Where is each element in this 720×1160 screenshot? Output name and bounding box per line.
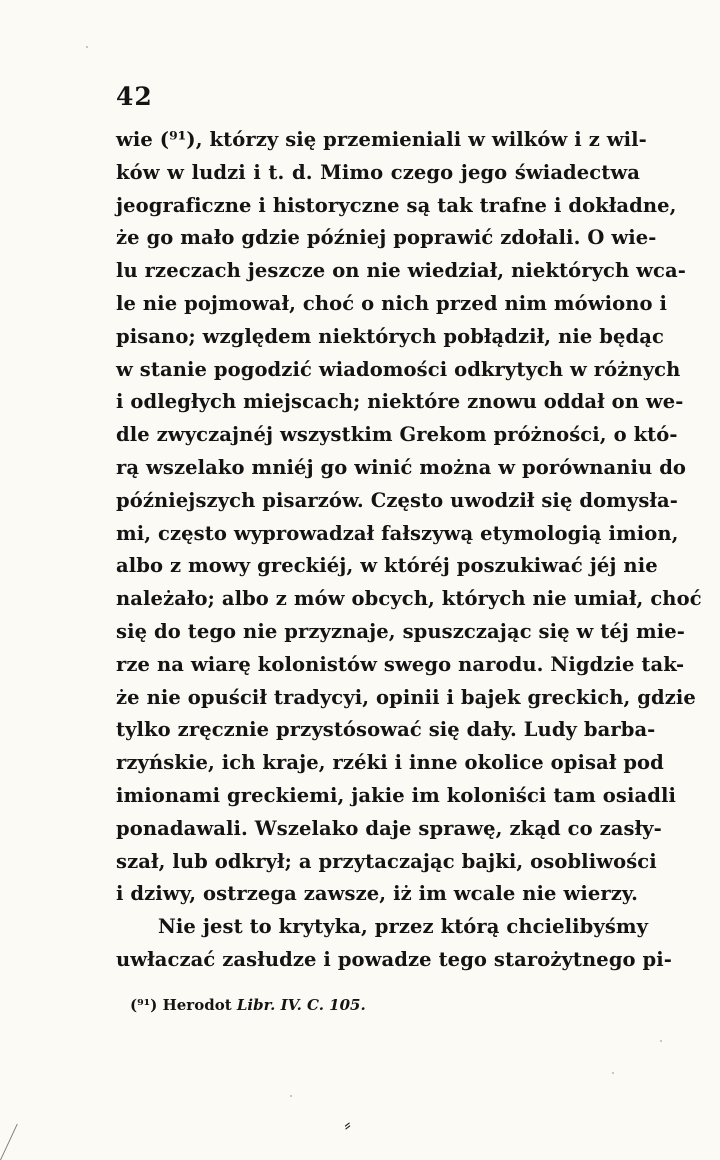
page-edge-shadow (0, 1124, 32, 1160)
paper-speck (612, 1072, 614, 1074)
paragraph-start-line: Nie jest to krytyka, przez którą chcielibyśmy (158, 915, 649, 939)
paper-speck (290, 1095, 292, 1097)
text-line: dle zwyczajnéj wszystkim Grekom próżności, o któ- (116, 423, 678, 447)
text-line: późniejszych pisarzów. Często uwodził się domysła- (116, 488, 678, 512)
body-text (116, 124, 702, 977)
text-line: pisano; względem niektórych pobłądził, nie będąc (116, 324, 664, 348)
text-line: i odległych miejscach; niektóre znowu oddał on we- (116, 390, 684, 414)
text-line: należało; albo z mów obcych, których nie umiał, choć (116, 587, 702, 611)
page-number: 42 (116, 82, 153, 111)
paper-speck (86, 46, 88, 48)
text-line: wie (⁹¹), którzy się przemieniali w wilków i z wil- (116, 128, 647, 151)
text-line: że go mało gdzie później poprawić zdołali. O wie- (116, 226, 657, 250)
text-line: uwłaczać zasłudze i powadze tego starożytnego pi- (116, 947, 672, 971)
text-line: le nie pojmował, choć o nich przed nim mówiono i (116, 291, 667, 315)
paper-speck (660, 1040, 662, 1042)
text-line: imionami greckiemi, jakie im koloniści tam osiadli (116, 783, 676, 807)
text-line: rzyńskie, ich kraje, rzéki i inne okolice opisał pod (116, 751, 664, 775)
text-line: lu rzeczach jeszcze on nie wiedział, niektórych wca- (116, 259, 686, 283)
footnote-author: Herodot (162, 996, 232, 1014)
text-line: się do tego nie przyznaje, spuszczając się w téj mie- (116, 619, 685, 643)
text-line: mi, często wyprowadzał fałszywą etymologią imion, (116, 521, 679, 545)
footnote (130, 996, 366, 1014)
text-line: szał, lub odkrył; a przytaczając bajki, osobliwości (116, 849, 657, 873)
text-line: jeograficzne i historyczne są tak trafne i dokładne, (116, 193, 677, 217)
text-line: rą wszelako mniéj go winić można w porównaniu do (116, 455, 687, 479)
text-line: w stanie pogodzić wiadomości odkrytych w różnych (116, 357, 681, 381)
text-line: tylko zręcznie przystósować się dały. Ludy barba- (116, 718, 656, 742)
text-line: albo z mowy greckiéj, w któréj poszukiwać jéj nie (116, 554, 658, 578)
text-line: rze na wiarę kolonistów swego narodu. Nigdzie tak- (116, 652, 685, 676)
text-line: ków w ludzi i t. d. Mimo czego jego świadectwa (116, 160, 640, 184)
printer-mark: ⸗ (341, 1111, 353, 1137)
footnote-marker: (⁹¹) (130, 996, 158, 1014)
footnote-work: Libr. IV. C. 105. (236, 996, 366, 1014)
text-line: że nie opuścił tradycyi, opinii i bajek greckich, gdzie (116, 685, 696, 709)
paragraph-end-line: i dziwy, ostrzega zawsze, iż im wcale nie wierzy. (116, 882, 638, 906)
text-line: ponadawali. Wszelako daje sprawę, zkąd co zasły- (116, 816, 662, 840)
